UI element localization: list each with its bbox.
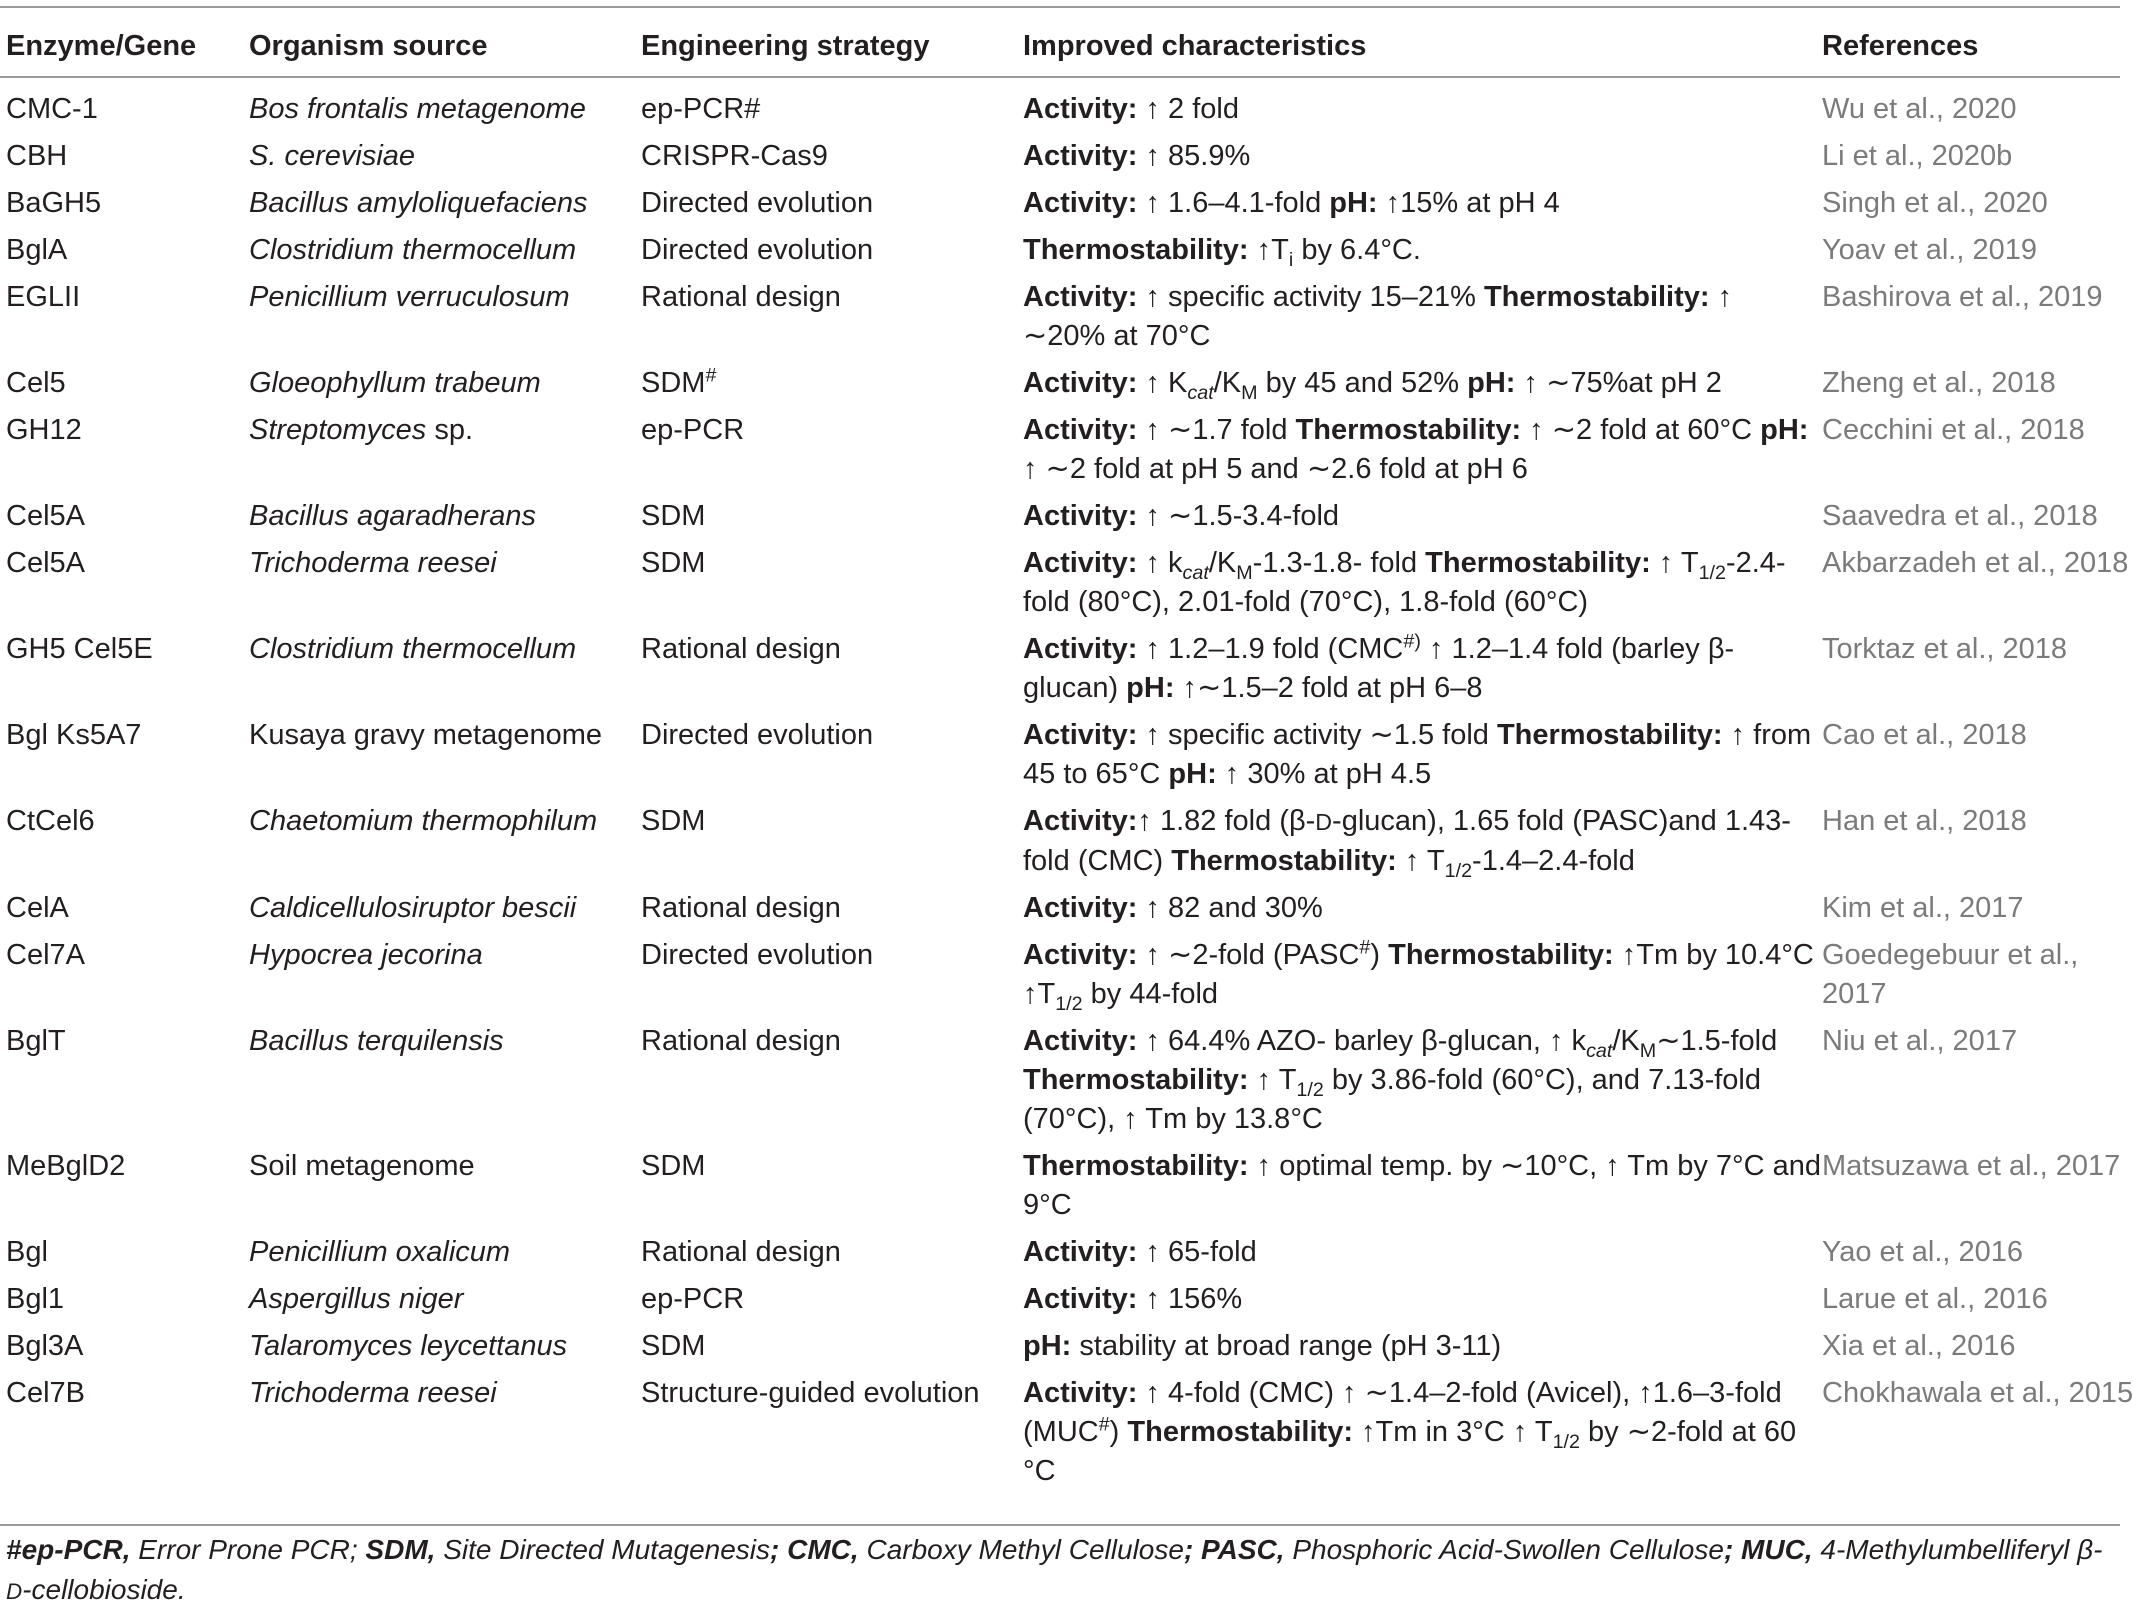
reference-cell: Cecchini et al., 2018	[1822, 414, 2085, 446]
characteristics-cell: Activity: ↑ 156%	[1023, 1283, 1243, 1315]
characteristics-cell: Activity: ↑ 1.2–1.9 fold (CMC#) ↑ 1.2–1.4 fold (barley β-glucan) pH: ↑∼1.5–2 fold at pH 6–8	[1023, 630, 1735, 704]
table-row	[6, 411, 2146, 497]
characteristics-cell: Activity: ↑ $k_{cat}/K_M-1.3-1.8-$ fold Thermostability: ↑ $T_{1/2}-2.4$-fold (80°C), 2.01-fold (70°C), 1.8-fold (60°C)	[1023, 547, 1786, 618]
organism-cell: Clostridium thermocellum	[249, 234, 577, 266]
reference-cell: Chokhawala et al., 2015	[1822, 1377, 2134, 1409]
reference-cell: Saavedra et al., 2018	[1822, 500, 2098, 532]
strategy-cell: SDM	[641, 500, 706, 532]
table-row	[6, 1374, 2146, 1499]
reference-cell: Niu et al., 2017	[1822, 1025, 2018, 1057]
organism-cell: Bacillus amyloliquefaciens	[249, 187, 588, 219]
enzyme-cell: Bgl1	[6, 1283, 65, 1315]
reference-cell: Matsuzawa et al., 2017	[1822, 1150, 2121, 1182]
characteristics-cell: Activity: ↑ $K_{cat}/K_M$ by 45 and 52% pH: ↑ ∼75%at pH 2	[1023, 367, 1722, 404]
header-enzyme: Enzyme/Gene	[6, 29, 197, 62]
footnote: #ep-PCR, Error Prone PCR; SDM, Site Directed Mutagenesis; CMC, Carboxy Methyl Cellulose; PASC, Phosphoric Acid-Swollen Cellulose; MUC, 4-Methylumbelliferyl β-D-cellobioside.	[6, 1534, 2103, 1605]
enzyme-cell: Bgl3A	[6, 1330, 84, 1362]
strategy-cell: Rational design	[641, 1236, 841, 1268]
organism-cell: Streptomyces sp.	[249, 414, 474, 446]
characteristics-cell: Activity: ↑ 85.9%	[1023, 140, 1251, 172]
enzyme-cell: CMC-1	[6, 93, 98, 125]
strategy-cell: SDM	[641, 1150, 706, 1182]
table-row	[6, 544, 2146, 630]
table-row	[6, 364, 2146, 411]
header-references: References	[1822, 29, 1979, 62]
organism-cell: Bacillus agaradherans	[249, 500, 536, 532]
table-row	[6, 137, 2146, 184]
top-rule	[0, 6, 2120, 8]
reference-cell: Wu et al., 2020	[1822, 93, 2017, 125]
strategy-cell: Rational design	[641, 281, 841, 313]
reference-cell: Bashirova et al., 2019	[1822, 281, 2103, 313]
strategy-cell: Directed evolution	[641, 719, 874, 751]
enzyme-cell: MeBglD2	[6, 1150, 126, 1182]
strategy-cell: SDM	[641, 805, 706, 837]
enzyme-cell: BaGH5	[6, 187, 102, 219]
enzyme-cell: CtCel6	[6, 805, 95, 837]
enzyme-cell: GH12	[6, 414, 82, 446]
reference-cell: Han et al., 2018	[1822, 805, 2027, 837]
characteristics-cell: Activity: ↑ 2 fold	[1023, 93, 1239, 125]
strategy-cell: ep-PCR#	[641, 93, 761, 125]
enzyme-cell: Cel5A	[6, 500, 85, 532]
organism-cell: Hypocrea jecorina	[249, 939, 483, 971]
organism-cell: Caldicellulosiruptor bescii	[249, 892, 577, 924]
reference-cell: Xia et al., 2016	[1822, 1330, 2016, 1362]
characteristics-cell: Activity: ↑ 4-fold (CMC) ↑ ∼1.4–2-fold (Avicel), ↑1.6–3-fold (MUC#) Thermostability: ↑Tm in 3°C ↑ $T_{1/2}$ by ∼2-fold at 60 °C	[1023, 1377, 1797, 1487]
reference-cell: Goedegebuur et al., 2017	[1822, 939, 2079, 1010]
reference-cell: Cao et al., 2018	[1822, 719, 2027, 751]
header-organism: Organism source	[249, 29, 488, 62]
enzyme-cell: Cel7B	[6, 1377, 85, 1409]
organism-cell: Talaromyces leycettanus	[249, 1330, 568, 1362]
organism-cell: Aspergillus niger	[249, 1283, 464, 1315]
header-row	[6, 14, 2146, 78]
reference-cell: Zheng et al., 2018	[1822, 367, 2056, 399]
table-body	[6, 78, 2146, 1499]
reference-cell: Singh et al., 2020	[1822, 187, 2048, 219]
enzyme-cell: Cel7A	[6, 939, 85, 971]
strategy-cell: CRISPR-Cas9	[641, 140, 828, 172]
strategy-cell: Rational design	[641, 633, 841, 665]
reference-cell: Li et al., 2020b	[1822, 140, 2013, 172]
strategy-cell: SDM	[641, 547, 706, 579]
characteristics-cell: Activity: ↑ 82 and 30%	[1023, 892, 1323, 924]
table-row	[6, 1233, 2146, 1280]
reference-cell: Larue et al., 2016	[1822, 1283, 2048, 1315]
enzyme-cell: CelA	[6, 892, 69, 924]
organism-cell: S. cerevisiae	[249, 140, 416, 172]
strategy-cell: ep-PCR	[641, 414, 745, 446]
enzyme-cell: BglT	[6, 1025, 66, 1057]
reference-cell: Akbarzadeh et al., 2018	[1822, 547, 2129, 579]
organism-cell: Trichoderma reesei	[249, 547, 497, 579]
strategy-cell: Directed evolution	[641, 187, 874, 219]
reference-cell: Yao et al., 2016	[1822, 1236, 2024, 1268]
strategy-cell: SDM	[641, 1330, 706, 1362]
characteristics-cell: Activity: ↑ specific activity 15–21% Thermostability: ↑ ∼20% at 70°C	[1023, 281, 1733, 352]
characteristics-cell: Thermostability: ↑ optimal temp. by ∼10°C, ↑ Tm by 7°C and 9°C	[1023, 1150, 1821, 1221]
characteristics-cell: Thermostability: $↑T_i$ by 6.4°C.	[1023, 234, 1421, 271]
enzyme-cell: Cel5A	[6, 547, 85, 579]
reference-cell: Yoav et al., 2019	[1822, 234, 2037, 266]
table-row	[6, 1280, 2146, 1327]
strategy-cell: Rational design	[641, 892, 841, 924]
enzyme-cell: Bgl Ks5A7	[6, 719, 142, 751]
enzyme-cell: EGLII	[6, 281, 81, 313]
strategy-cell: Structure-guided evolution	[641, 1377, 980, 1409]
strategy-cell: Directed evolution	[641, 234, 874, 266]
organism-cell: Bos frontalis metagenome	[249, 93, 586, 125]
strategy-cell: ep-PCR	[641, 1283, 745, 1315]
organism-cell: Gloeophyllum trabeum	[249, 367, 541, 399]
enzyme-engineering-table	[6, 14, 2146, 1499]
characteristics-cell: Activity: ↑ ∼1.5-3.4-fold	[1023, 500, 1340, 532]
strategy-cell: Rational design	[641, 1025, 841, 1057]
table-row	[6, 278, 2146, 364]
table-row	[6, 936, 2146, 1022]
organism-cell: Penicillium verruculosum	[249, 281, 570, 313]
table-row	[6, 802, 2146, 889]
strategy-cell: Directed evolution	[641, 939, 874, 971]
characteristics-cell: Activity: ↑ ∼1.7 fold Thermostability: ↑ ∼2 fold at 60°C pH: ↑ ∼2 fold at pH 5 and ∼2.6 fold at pH 6	[1023, 414, 1809, 485]
characteristics-cell: Activity: ↑ 65-fold	[1023, 1236, 1257, 1268]
header-characteristics: Improved characteristics	[1023, 29, 1367, 62]
table-row	[6, 1147, 2146, 1233]
organism-cell: Chaetomium thermophilum	[249, 805, 598, 837]
table-row	[6, 78, 2146, 137]
organism-cell: Bacillus terquilensis	[249, 1025, 504, 1057]
table-row	[6, 716, 2146, 802]
enzyme-cell: GH5 Cel5E	[6, 633, 153, 665]
table-row	[6, 630, 2146, 716]
enzyme-cell: BglA	[6, 234, 68, 266]
enzyme-cell: Bgl	[6, 1236, 48, 1268]
characteristics-cell: Activity: ↑ specific activity ∼1.5 fold Thermostability: ↑ from 45 to 65°C pH: ↑ 30% at pH 4.5	[1023, 719, 1812, 790]
reference-cell: Kim et al., 2017	[1822, 892, 2024, 924]
characteristics-cell: Activity: ↑ 64.4% AZO- barley β-glucan, ↑ $k_{cat}/K_M\sim 1.5$-fold Thermostability: ↑ $T_{1/2}$ by 3.86-fold (60°C), and 7.13-fold (70°C), ↑ Tm by 13.8°C	[1023, 1025, 1778, 1135]
characteristics-cell: Activity: ↑ ∼2-fold (PASC#) Thermostability: ↑Tm by 10.4°C $↑T_{1/2}$ by 44-fold	[1023, 936, 1814, 1015]
characteristics-cell: Activity: ↑ 1.6–4.1-fold pH: ↑15% at pH 4	[1023, 187, 1560, 219]
table-row	[6, 184, 2146, 231]
organism-cell: Clostridium thermocellum	[249, 633, 577, 665]
bottom-rule	[0, 1524, 2120, 1526]
strategy-cell: SDM#	[641, 364, 717, 399]
table-row	[6, 889, 2146, 936]
organism-cell: Trichoderma reesei	[249, 1377, 497, 1409]
organism-cell: Soil metagenome	[249, 1150, 475, 1182]
header-strategy: Engineering strategy	[641, 29, 930, 62]
enzyme-cell: CBH	[6, 140, 68, 172]
characteristics-cell: Activity:↑ 1.82 fold (β-D-glucan), 1.65 fold (PASC)and 1.43-fold (CMC) Thermostability: ↑ $T_{1/2}-1.4-2.4$-fold	[1023, 805, 1791, 882]
enzyme-cell: Cel5	[6, 367, 66, 399]
reference-cell: Torktaz et al., 2018	[1822, 633, 2068, 665]
table-row	[6, 231, 2146, 278]
organism-cell: Kusaya gravy metagenome	[249, 719, 603, 751]
organism-cell: Penicillium oxalicum	[249, 1236, 511, 1268]
table-row	[6, 1022, 2146, 1147]
characteristics-cell: pH: stability at broad range (pH 3-11)	[1023, 1330, 1502, 1362]
table-row	[6, 497, 2146, 544]
table-row	[6, 1327, 2146, 1374]
